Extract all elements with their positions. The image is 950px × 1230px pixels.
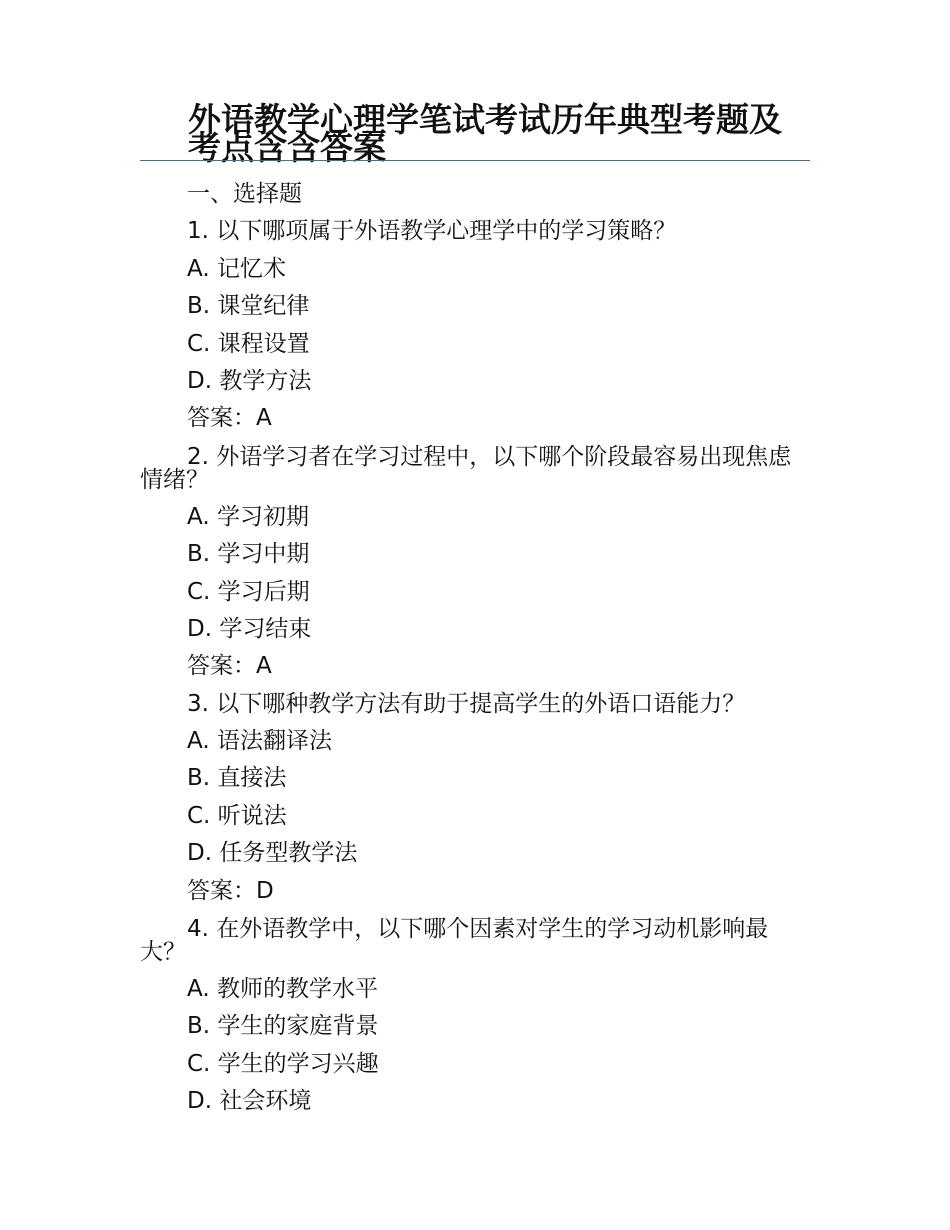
question-stem: 4. 在外语教学中，以下哪个因素对学生的学习动机影响最大？ (140, 916, 769, 966)
question-option: A. 学习初期 (187, 503, 309, 530)
question-answer: 答案：A (187, 405, 272, 432)
document-body (140, 176, 810, 1121)
question-stem: 3. 以下哪种教学方法有助于提高学生的外语口语能力？ (187, 690, 746, 717)
question-option: A. 教师的教学水平 (187, 976, 378, 1003)
section-heading: 一、选择题 (187, 181, 302, 207)
question-option: C. 课程设置 (187, 330, 310, 357)
question-option: D. 学习结束 (187, 615, 312, 642)
question-option: C. 学习后期 (187, 578, 310, 605)
question-stem: 2. 外语学习者在学习过程中，以下哪个阶段最容易出现焦虑情绪？ (140, 443, 792, 493)
question-option: B. 学生的家庭背景 (187, 1013, 379, 1040)
title-underline (140, 160, 810, 161)
question-option: A. 语法翻译法 (187, 728, 332, 755)
question-stem: 1. 以下哪项属于外语教学心理学中的学习策略？ (187, 218, 677, 245)
question-option: D. 教学方法 (187, 367, 312, 394)
question-option: B. 直接法 (187, 765, 287, 792)
question-option: D. 任务型教学法 (187, 840, 358, 867)
question-option: C. 听说法 (187, 802, 287, 829)
question-option: A. 记忆术 (187, 255, 286, 282)
question-option: D. 社会环境 (187, 1088, 312, 1115)
question-answer: 答案：D (187, 877, 274, 904)
question-option: B. 学习中期 (187, 541, 310, 568)
question-option: C. 学生的学习兴趣 (187, 1050, 379, 1077)
question-option: B. 课堂纪律 (187, 293, 310, 320)
document-title: 外语教学心理学笔试考试历年典型考题及考点含含答案 (188, 100, 782, 167)
question-answer: 答案：A (187, 653, 272, 680)
